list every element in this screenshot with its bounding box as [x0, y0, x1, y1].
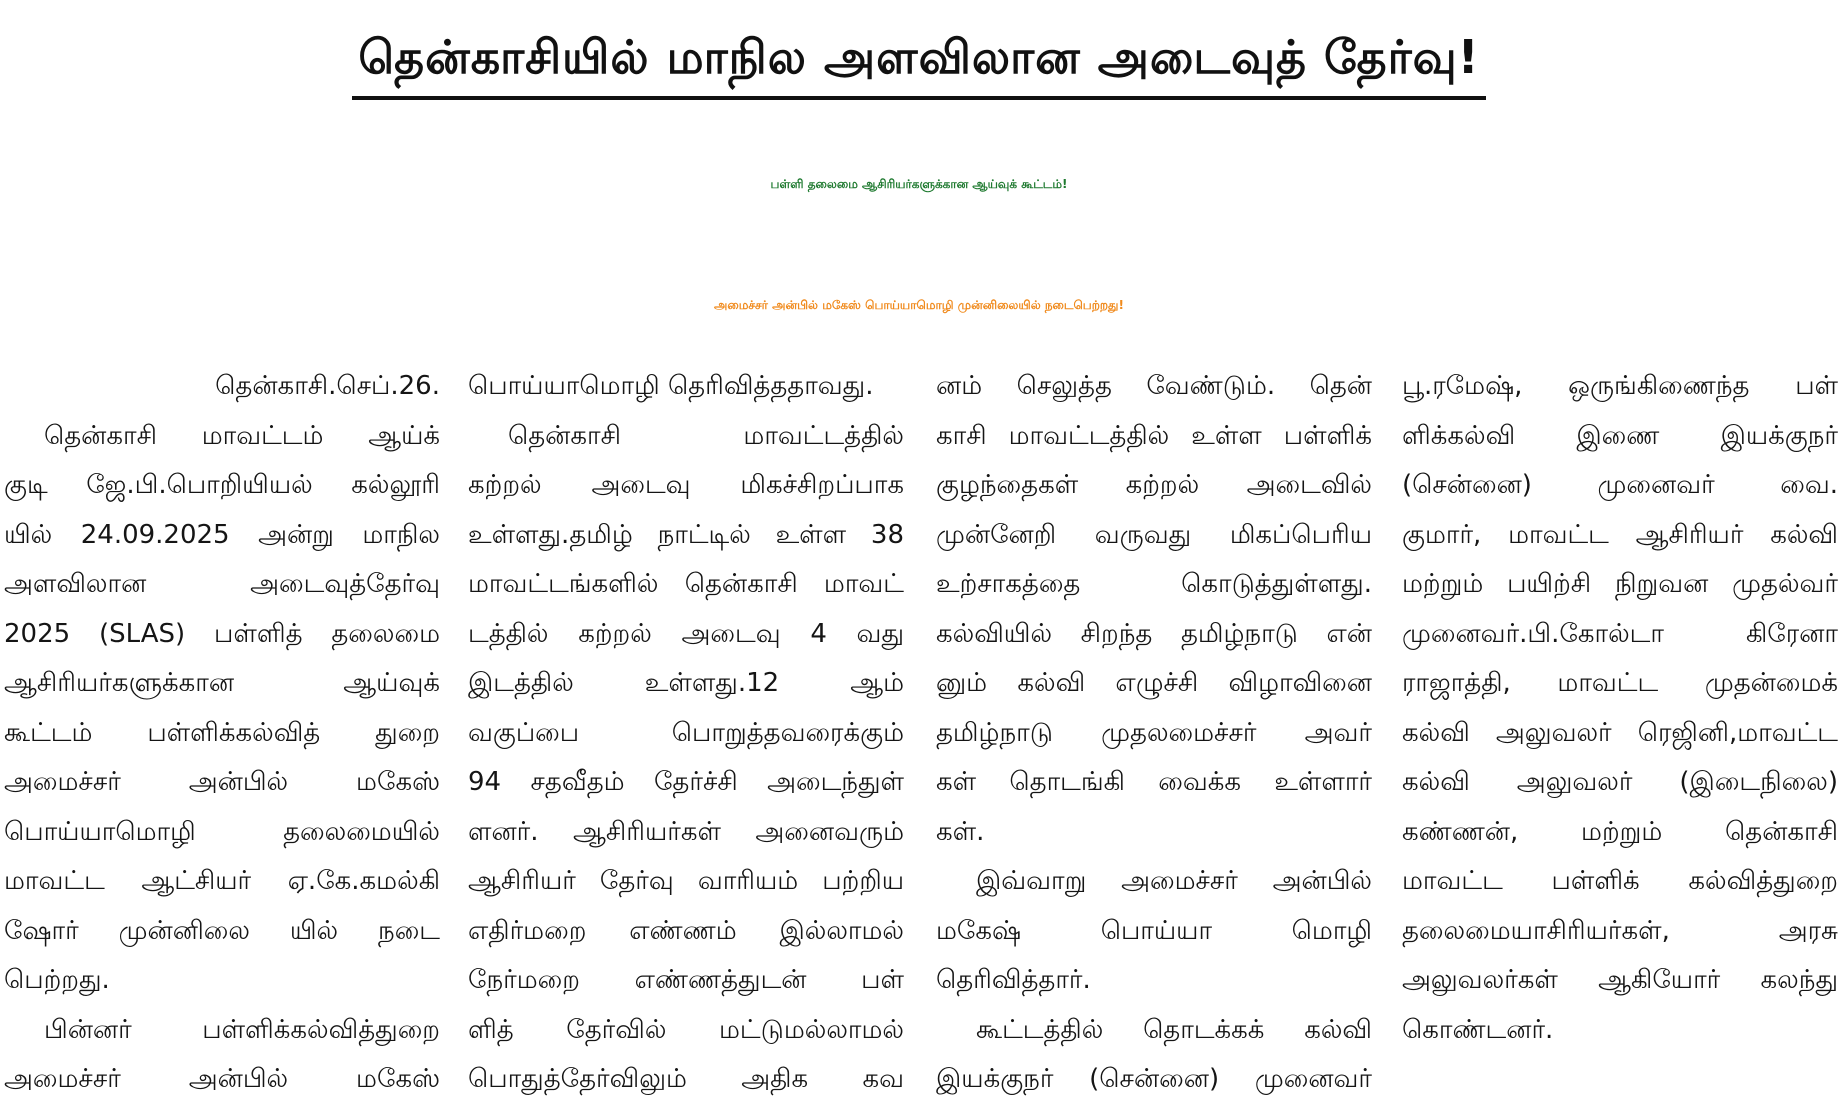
column-line: அலுவலர்கள் ஆகியோர் கலந்து — [1402, 965, 1838, 995]
column-line: அமைச்சர் அன்பில் மகேஸ் — [4, 1064, 440, 1094]
column-line: பொய்யாமொழி தெரிவித்ததாவது. — [468, 371, 874, 401]
article-column-3 — [936, 362, 1372, 1098]
column-line: கற்றல் அடைவு மிகச்சிறப்பாக — [468, 470, 904, 500]
column-line: ஆசிரியர்களுக்கான ஆய்வுக் — [4, 668, 440, 698]
column-line: மற்றும் பயிற்சி நிறுவன முதல்வர் — [1402, 569, 1838, 599]
column-line: முன்னேறி வருவது மிகப்பெரிய — [936, 519, 1372, 550]
column-line: மகேஷ் பொய்யா மொழி — [936, 915, 1372, 946]
column-line: ளனர். ஆசிரியர்கள் அனைவரும் — [468, 816, 904, 847]
column-line: ராஜாத்தி, மாவட்ட முதன்மைக் — [1402, 668, 1838, 698]
column-line: மாவட்ட பள்ளிக் கல்வித்துறை — [1402, 866, 1838, 896]
column-line: உள்ளது.தமிழ் நாட்டில் உள்ள 38 — [468, 519, 904, 550]
article-column-2 — [468, 362, 904, 1098]
column-line: கல்வி அலுவலர் ரெஜினி,மாவட்ட — [1402, 717, 1838, 748]
column-line: கல்வி அலுவலர் (இடைநிலை) — [1402, 767, 1838, 797]
column-line: மாவட்ட ஆட்சியர் ஏ.கே.கமல்கி — [4, 866, 440, 896]
column-line: வகுப்பை பொறுத்தவரைக்கும் — [468, 717, 904, 748]
dateline: தென்காசி.செப்.26. — [215, 371, 440, 401]
column-line: இவ்வாறு அமைச்சர் அன்பில் — [976, 866, 1372, 896]
column-line: (சென்னை) முனைவர் வை. — [1402, 470, 1838, 500]
column-line: தமிழ்நாடு முதலமைச்சர் அவர் — [936, 717, 1372, 748]
column-line: பொதுத்தேர்விலும் அதிக கவ — [468, 1064, 904, 1094]
column-line: கள். — [936, 816, 985, 847]
column-line: கண்ணன், மற்றும் தென்காசி — [1402, 816, 1838, 847]
column-line: தலைமையாசிரியர்கள், அரசு — [1402, 915, 1838, 946]
column-line: காசி மாவட்டத்தில் உள்ள பள்ளிக் — [936, 420, 1372, 451]
column-line: இயக்குநர் (சென்னை) முனைவர் — [936, 1064, 1372, 1094]
column-line: ளிக்கல்வி இணை இயக்குநர் — [1402, 420, 1838, 451]
column-line: அமைச்சர் அன்பில் மகேஸ் — [4, 767, 440, 797]
column-line: குமார், மாவட்ட ஆசிரியர் கல்வி — [1402, 519, 1838, 550]
column-line: 2025 (SLAS) பள்ளித் தலைமை — [4, 618, 440, 649]
column-line: னும் கல்வி எழுச்சி விழாவினை — [936, 668, 1372, 698]
column-line: கொண்டனர். — [1402, 1014, 1554, 1045]
article-column-4 — [1402, 362, 1838, 1098]
kicker-container — [0, 22, 1838, 100]
column-line: நேர்மறை எண்ணத்துடன் பள் — [468, 965, 904, 995]
column-line: குழந்தைகள் கற்றல் அடைவில் — [936, 470, 1372, 500]
article-body — [0, 362, 1838, 1098]
column-line: ளித் தேர்வில் மட்டுமல்லாமல் — [468, 1014, 904, 1045]
column-line: 94 சதவீதம் தேர்ச்சி அடைந்துள் — [468, 767, 904, 797]
column-line: அளவிலான அடைவுத்தேர்வு — [4, 569, 440, 599]
column-line: எதிர்மறை எண்ணம் இல்லாமல் — [468, 915, 904, 946]
column-line: யில் 24.09.2025 அன்று மாநில — [4, 519, 440, 550]
main-headline: பள்ளி தலைமை ஆசிரியர்களுக்கான ஆய்வுக் கூட்டம்! — [770, 177, 1068, 191]
column-line: முனைவர்.பி.கோல்டா கிரேனா — [1402, 618, 1838, 649]
column-line: பொய்யாமொழி தலைமையில் — [4, 816, 440, 847]
column-line: பின்னர் பள்ளிக்கல்வித்துறை — [44, 1014, 440, 1045]
kicker-headline: தென்காசியில் மாநில அளவிலான அடைவுத் தேர்வு! — [352, 22, 1485, 100]
sub-headline: அமைச்சர் அன்பில் மகேஸ் பொய்யாமொழி முன்னிலையில் நடைபெற்றது! — [714, 298, 1124, 312]
column-line: இடத்தில் உள்ளது.12 ஆம் — [468, 668, 904, 698]
column-line: கூட்டம் பள்ளிக்கல்வித் துறை — [4, 717, 440, 748]
column-line: டத்தில் கற்றல் அடைவு 4 வது — [468, 618, 904, 649]
column-line: தென்காசி மாவட்டத்தில் — [508, 420, 904, 451]
column-line: கள் தொடங்கி வைக்க உள்ளார் — [936, 767, 1372, 797]
column-line: மாவட்டங்களில் தென்காசி மாவட் — [468, 569, 904, 599]
article-column-1 — [4, 362, 440, 1098]
column-line: கல்வியில் சிறந்த தமிழ்நாடு என் — [936, 618, 1372, 649]
column-line: தென்காசி மாவட்டம் ஆய்க் — [44, 420, 440, 451]
column-line: பெற்றது. — [4, 965, 110, 995]
column-line: தெரிவித்தார். — [936, 965, 1091, 995]
column-line: ஷோர் முன்னிலை யில் நடை — [4, 915, 440, 946]
column-line: னம் செலுத்த வேண்டும். தென் — [936, 371, 1372, 401]
column-line: பூ.ரமேஷ், ஒருங்கிணைந்த பள் — [1402, 371, 1838, 401]
column-line: ஆசிரியர் தேர்வு வாரியம் பற்றிய — [468, 866, 904, 896]
column-line: கூட்டத்தில் தொடக்கக் கல்வி — [976, 1014, 1372, 1045]
column-line: குடி ஜே.பி.பொறியியல் கல்லூரி — [4, 470, 440, 500]
column-line: உற்சாகத்தை கொடுத்துள்ளது. — [936, 569, 1372, 599]
